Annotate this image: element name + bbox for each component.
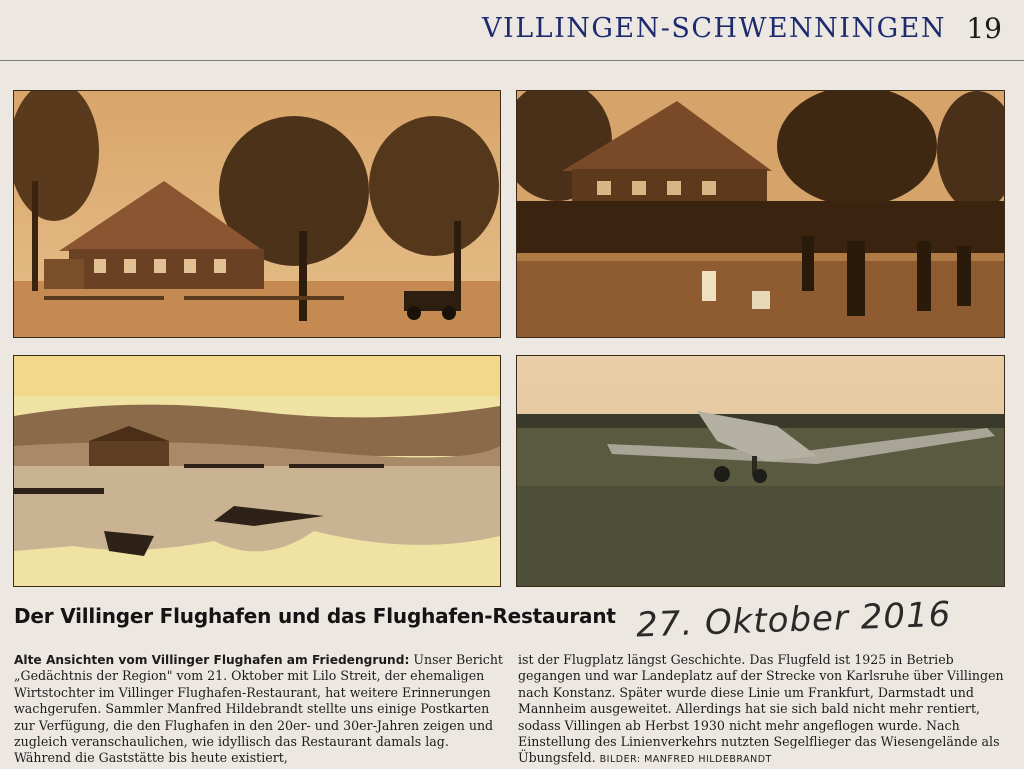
airplane-on-field-photo — [516, 355, 1005, 587]
article-lead: Alte Ansichten vom Villinger Flughafen am Friedengrund: — [14, 653, 410, 667]
article-column-left — [14, 652, 504, 767]
airfield-illustration — [13, 355, 501, 587]
page-header — [0, 0, 1024, 62]
crowd-at-airfield-photo — [516, 90, 1005, 338]
photo-credit: BILDER: MANFRED HILDEBRANDT — [599, 754, 772, 766]
page-number: 19 — [966, 12, 1002, 45]
handwritten-date: 27. Oktober 2016 — [635, 594, 952, 646]
article-column-right — [518, 652, 1008, 769]
article-text-right: ist der Flugplatz längst Geschichte. Das Flugfeld ist 1925 in Betrieb gegangen und war Landeplatz auf der Strecke von Karlsruhe über Villingen nach Konstanz. Später wurde diese Linie um Frankfurt, Darmstadt und Mannheim ausgeweitet. Allerdings hat sie sich bald nicht mehr rentiert, sodass Villingen ab Herbst 1930 nicht mehr angeflogen wurde. Nach Einstellung des Linienverkehrs nutzten Segelflieger das Wiesengelände als Übungsfeld. — [518, 652, 1004, 766]
restaurant-building-photo — [13, 90, 501, 338]
article-headline: Der Villinger Flughafen und das Flughafen-Restaurant — [14, 604, 616, 628]
article-text-left: Unser Bericht „Gedächtnis der Region" vom 21. Oktober mit Lilo Streit, der ehemaligen Wirtstochter im Villinger Flughafen-Restaurant, hat weitere Erinnerungen wachgerufen. Sammler Manfred Hildebrandt stellte uns einige Postkarten zur Verfügung, die den Flughafen in den 20er- und 30er-Jahren zeigen und zugleich veranschaulichen, wie idyllisch das Restaurant damals lag. Während die Gaststätte bis heute existiert, — [14, 652, 503, 766]
section-title: VILLINGEN-SCHWENNINGEN — [482, 13, 946, 44]
header-rule — [0, 60, 1024, 61]
